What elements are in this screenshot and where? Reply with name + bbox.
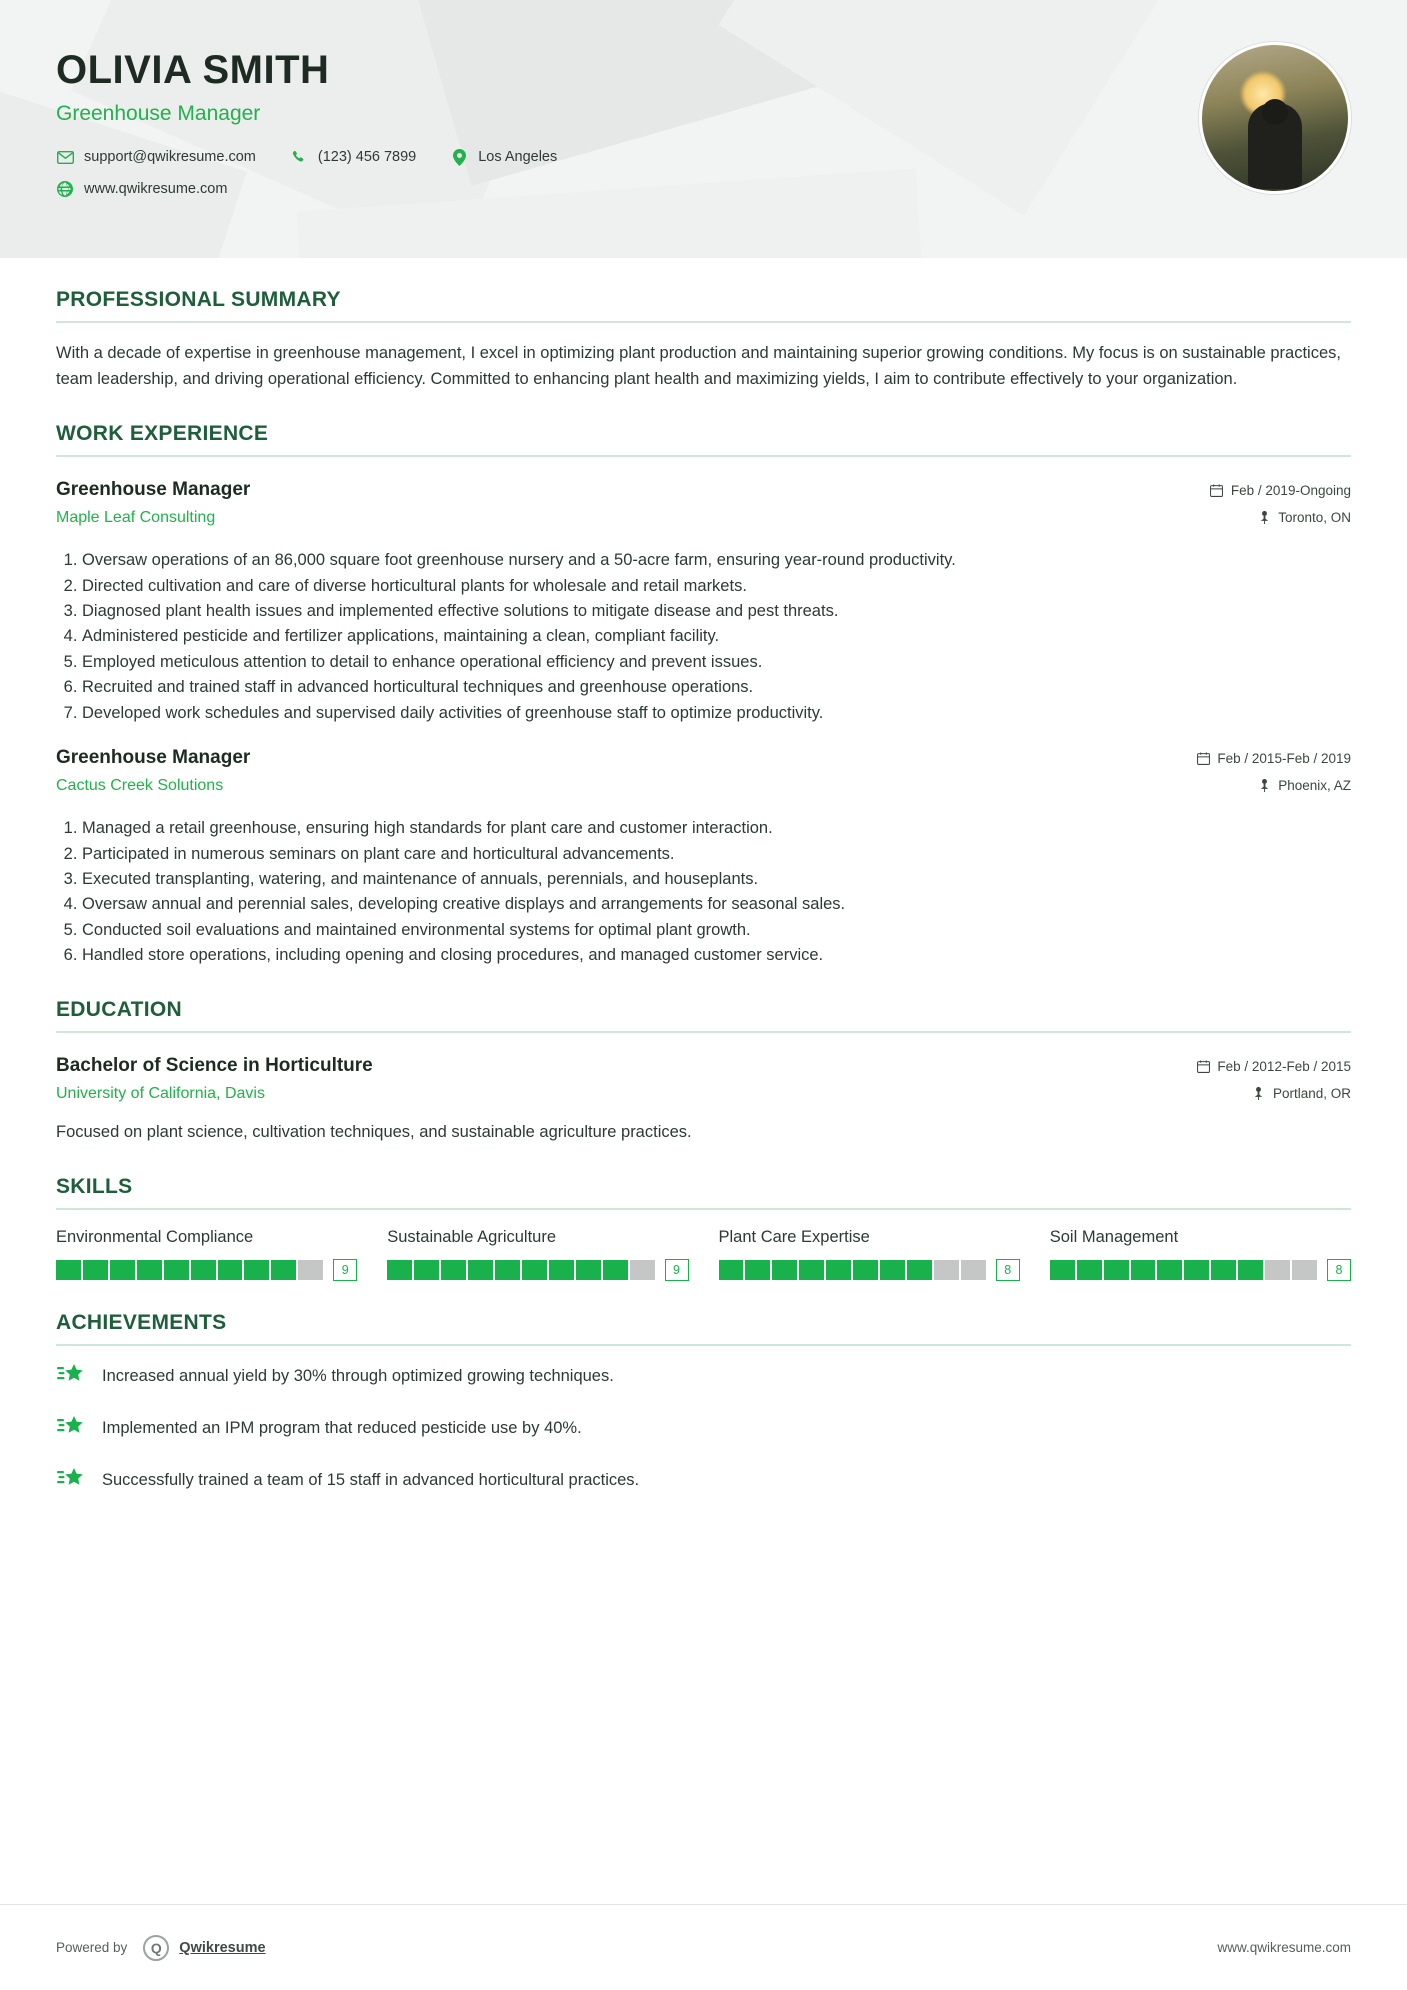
education-item [56,1055,1351,1145]
achievement-item [56,1466,1351,1496]
achievement-item [56,1414,1351,1444]
job-company: Maple Leaf Consulting [56,509,216,527]
skill-item [719,1228,1020,1281]
skill-label: Soil Management [1049,1227,1179,1246]
job-bullet: 7. Developed work schedules and supervised daily activities of greenhouse staff to optimize productivity. [82,702,1351,725]
job-bullet: 4. Oversaw annual and perennial sales, developing creative displays and arrangements for seasonal sales. [82,893,1351,916]
pin-icon [1257,511,1271,525]
calendar-icon [1210,484,1224,498]
achievement-item [56,1362,1351,1392]
job-bullet: 2. Participated in numerous seminars on plant care and horticultural advancements. [82,843,1351,866]
job-bullet: 5. Employed meticulous attention to detail to enhance operational efficiency and prevent issues. [82,651,1351,674]
star-badge-icon [56,1466,86,1496]
job-location [1210,510,1351,525]
contact-website[interactable] [56,180,227,198]
section-title: SKILLS [56,1174,133,1198]
skill-bar [719,1260,986,1280]
avatar [1199,42,1351,194]
calendar-icon [1196,752,1210,766]
avatar-head [1262,99,1288,125]
job-bullet: 3. Executed transplanting, watering, and maintenance of annuals, perennials, and houseplants. [82,868,1351,891]
achievement-text: Increased annual yield by 30% through optimized growing techniques. [102,1367,614,1386]
skill-label: Environmental Compliance [56,1227,254,1246]
skill-bar-ticks [719,1260,986,1280]
education-location-text: Portland, OR [1272,1085,1351,1101]
contact-location-text: Los Angeles [478,149,558,165]
job-title: Greenhouse Manager [56,747,251,769]
job-bullet: 6. Handled store operations, including opening and closing procedures, and managed customer service. [82,944,1351,967]
skill-bar [1050,1260,1317,1280]
education-location [1196,1086,1351,1101]
experience-item [56,747,1351,968]
job-title: Greenhouse Manager [56,479,251,501]
skill-item [387,1228,688,1281]
candidate-name: OLIVIA SMITH [56,48,330,92]
section-divider [56,321,1351,323]
education-date [1196,1059,1351,1074]
achievement-text: Successfully trained a team of 15 staff in advanced horticultural practices. [102,1471,640,1490]
contact-location [450,148,557,166]
skill-item [56,1228,357,1281]
job-location-text: Toronto, ON [1278,510,1351,526]
contact-website-text: www.qwikresume.com [84,181,228,197]
job-bullet: 4. Administered pesticide and fertilizer applications, maintaining a clean, compliant facility. [82,625,1351,648]
job-bullet: 6. Recruited and trained staff in advanced horticultural techniques and greenhouse operations. [82,676,1351,699]
skill-label: Plant Care Expertise [718,1227,870,1246]
section-divider [56,1208,1351,1210]
section-achievements [56,1311,1351,1496]
section-title: PROFESSIONAL SUMMARY [56,288,341,311]
job-bullet: 1. Managed a retail greenhouse, ensuring high standards for plant care and customer interaction. [82,817,1351,840]
contact-phone[interactable] [290,148,416,166]
globe-icon [56,180,74,198]
skill-score: 8 [1327,1259,1351,1281]
education-degree: Bachelor of Science in Horticulture [56,1054,373,1076]
pin-icon [1257,779,1271,793]
brand-name-link[interactable]: Qwikresume [179,1939,266,1956]
experience-item [56,479,1351,725]
job-date [1210,483,1351,498]
page-footer [0,1904,1407,1990]
section-work-experience [56,422,1351,967]
job-location-text: Phoenix, AZ [1278,778,1351,794]
phone-icon [290,148,308,166]
job-bullet: 5. Conducted soil evaluations and maintained environmental systems for optimal plant growth. [82,919,1351,942]
education-date-text: Feb / 2012-Feb / 2015 [1217,1058,1351,1074]
job-location [1196,778,1351,793]
job-bullet-list [56,817,1351,968]
section-divider [56,455,1351,457]
qwikresume-logo-icon: Q [143,1935,169,1961]
job-date-text: Feb / 2015-Feb / 2019 [1217,751,1351,767]
email-icon [56,148,74,166]
contact-line-2 [56,180,1351,198]
resume-header [0,0,1407,258]
contact-details [56,148,1351,198]
contact-email-text: support@qwikresume.com [84,149,256,165]
skill-bar [387,1260,654,1280]
skill-bar [56,1260,323,1280]
job-date [1196,751,1351,766]
job-company: Cactus Creek Solutions [56,777,224,795]
skill-bar-ticks [1050,1260,1317,1280]
footer-website[interactable]: www.qwikresume.com [1217,1940,1351,1955]
achievement-list [56,1362,1351,1496]
powered-by-label: Powered by [56,1940,128,1955]
summary-text: With a decade of expertise in greenhouse management, I excel in optimizing plant production and maintaining superior growing conditions. My focus is on sustainable practices, team leadership, and driving operational efficiency. Committed to enhancing plant health and maximizing yields, I aim to contribute effectively to your organization. [56,344,1341,388]
calendar-icon [1196,1059,1210,1073]
candidate-role: Greenhouse Manager [56,102,261,125]
skills-grid [56,1228,1351,1281]
contact-line-1 [56,148,1351,166]
star-badge-icon [56,1414,86,1444]
section-divider [56,1031,1351,1033]
skill-item [1050,1228,1351,1281]
contact-email[interactable] [56,148,256,166]
section-title: ACHIEVEMENTS [56,1310,227,1334]
section-title: EDUCATION [56,997,182,1021]
education-description: Focused on plant science, cultivation techniques, and sustainable agriculture practices. [56,1122,692,1141]
section-divider [56,1344,1351,1346]
skill-score: 9 [665,1259,689,1281]
achievement-text: Implemented an IPM program that reduced pesticide use by 40%. [102,1419,582,1438]
job-bullet-list [56,549,1351,725]
job-bullet: 1. Oversaw operations of an 86,000 square foot greenhouse nursery and a 50-acre farm, ensuring year-round productivity. [82,549,1351,572]
contact-phone-text: (123) 456 7899 [317,149,417,165]
skill-bar-ticks [387,1260,654,1280]
section-title: WORK EXPERIENCE [56,422,269,446]
job-date-text: Feb / 2019-Ongoing [1230,483,1351,499]
skill-score: 9 [333,1259,357,1281]
job-bullet: 2. Directed cultivation and care of diverse horticultural plants for wholesale and retail markets. [82,575,1351,598]
section-education [56,998,1351,1145]
skill-bar-ticks [56,1260,323,1280]
section-skills [56,1175,1351,1281]
location-icon [450,148,468,166]
pin-icon [1252,1086,1266,1100]
skill-score: 8 [996,1259,1020,1281]
section-professional-summary [56,288,1351,392]
star-badge-icon [56,1362,86,1392]
education-school: University of California, Davis [56,1084,265,1102]
skill-label: Sustainable Agriculture [387,1227,557,1246]
job-bullet: 3. Diagnosed plant health issues and implemented effective solutions to mitigate disease and pest threats. [82,600,1351,623]
